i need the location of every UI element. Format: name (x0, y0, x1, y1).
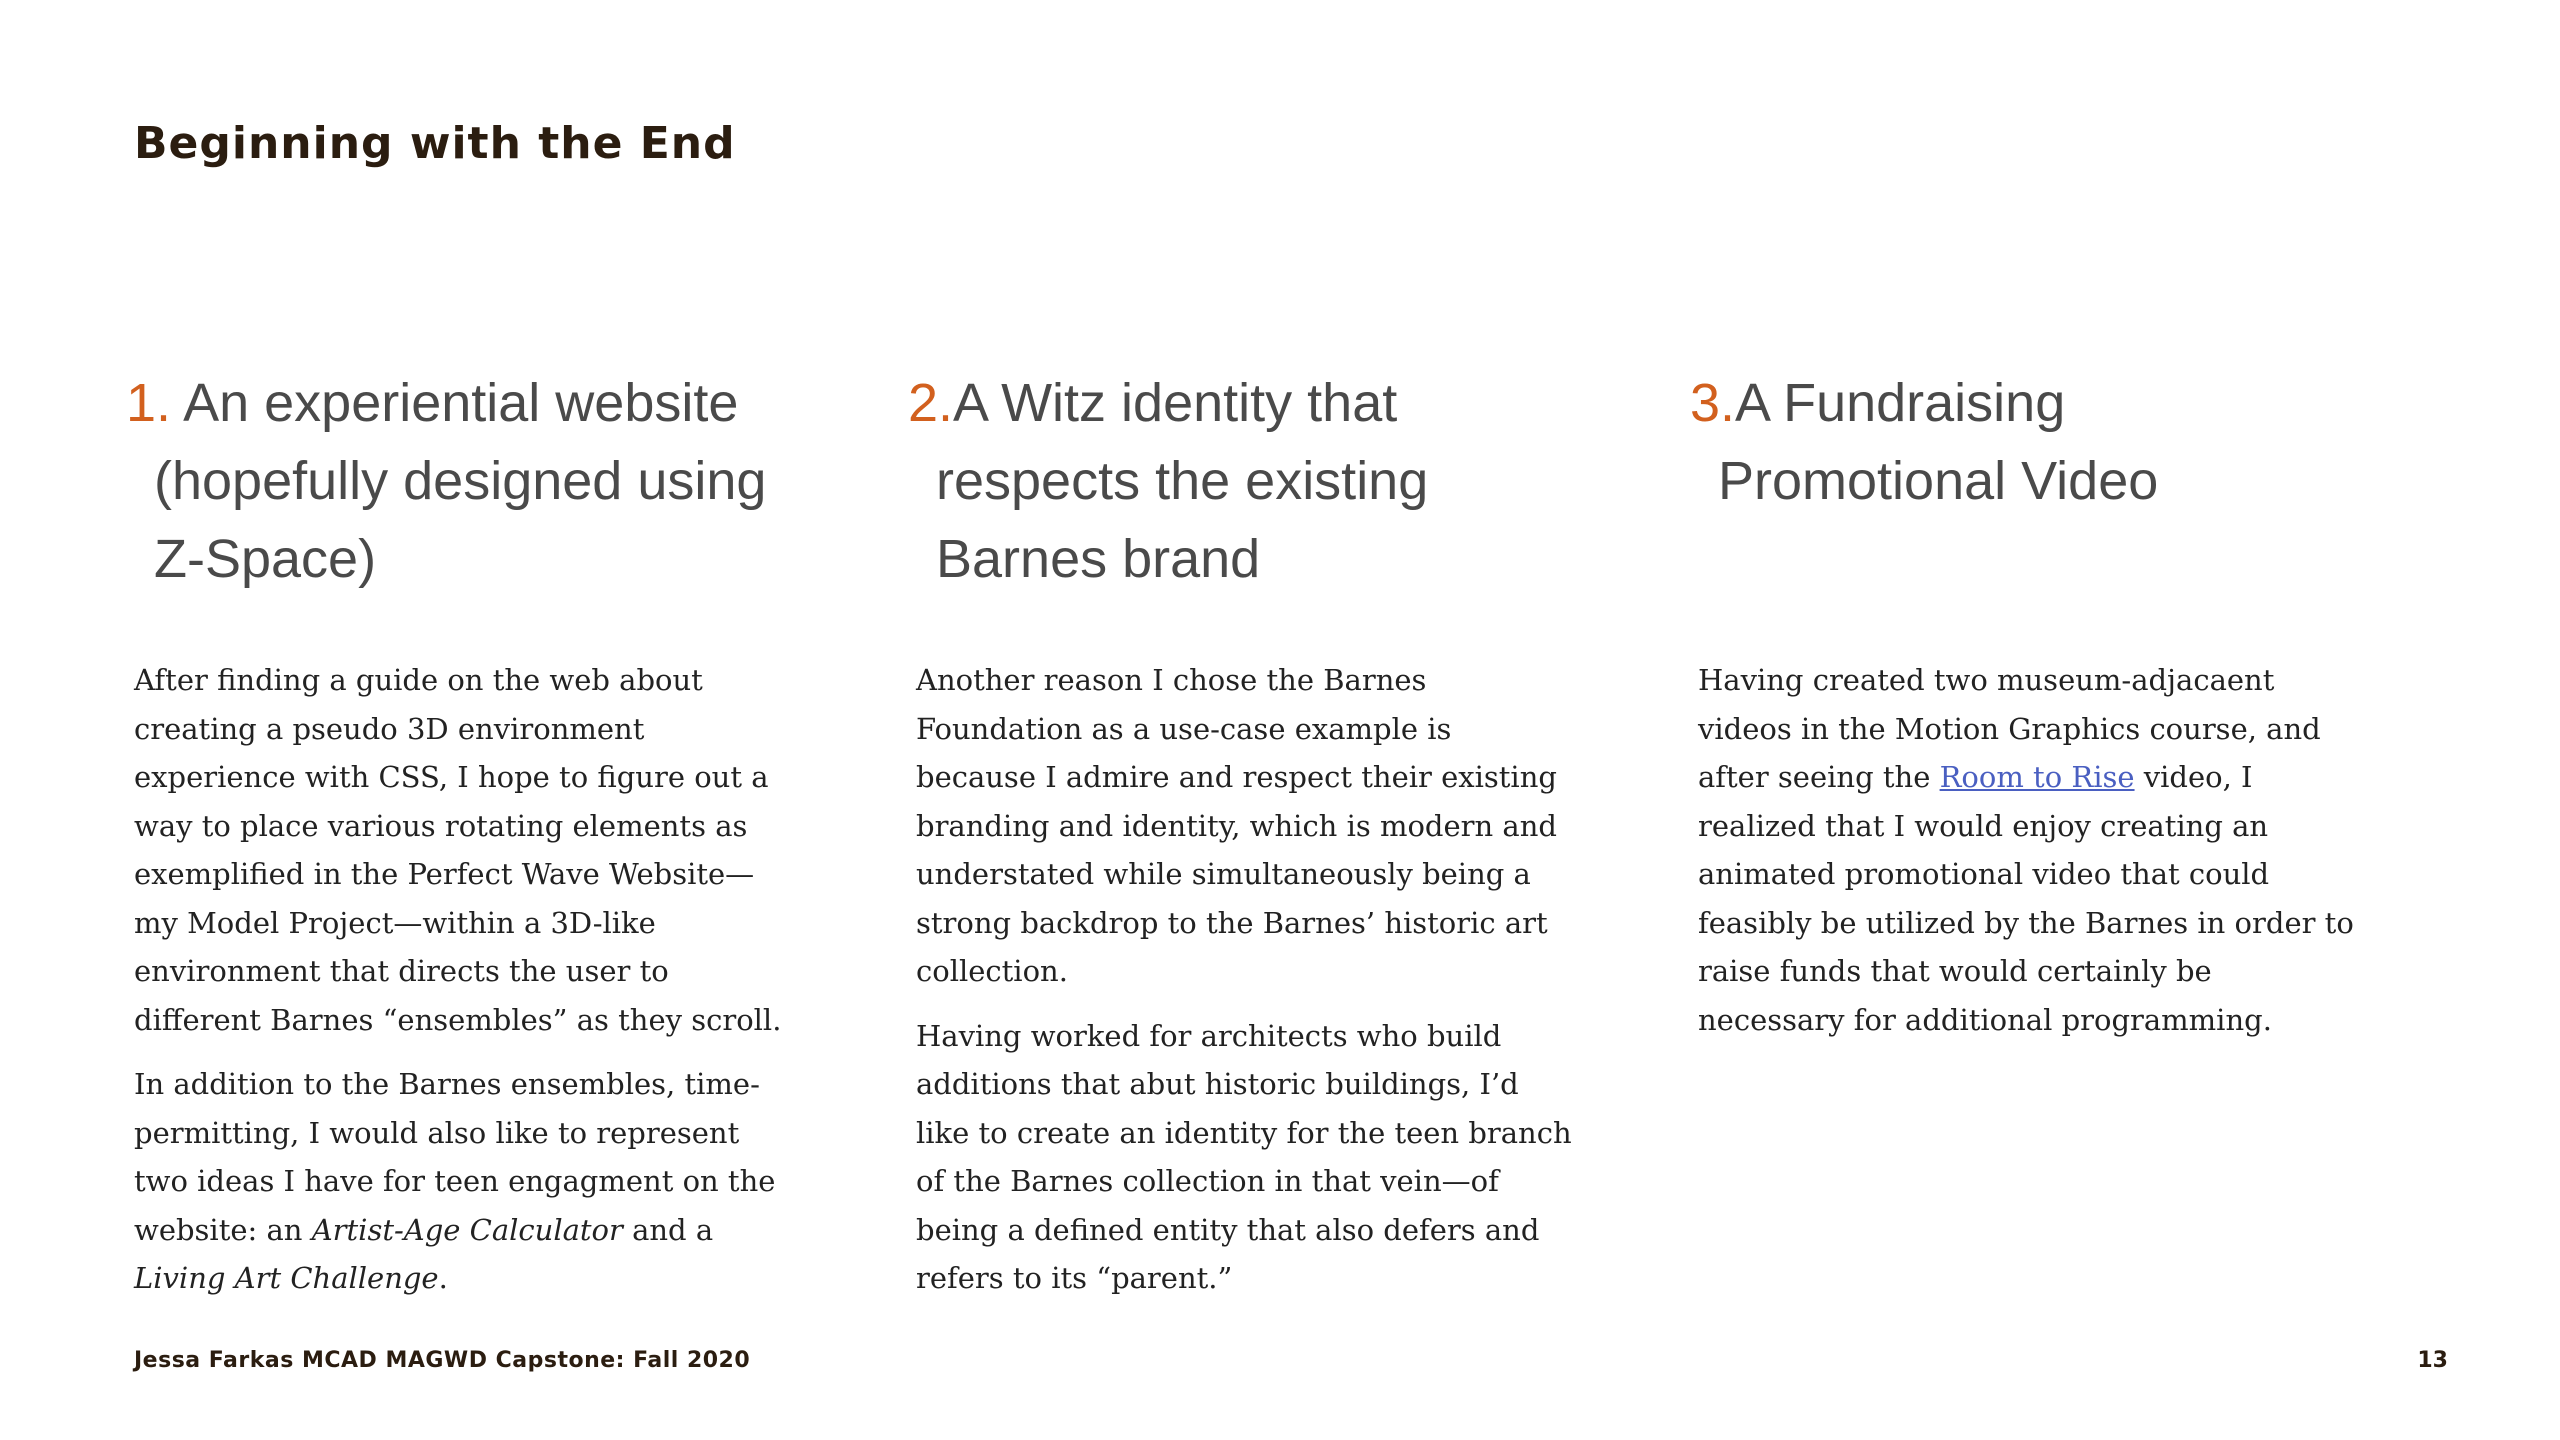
column-heading (126, 364, 826, 656)
column-body (1690, 656, 2358, 1044)
heading-line-2: (hopefully designed using (154, 451, 767, 511)
heading-line-3: Barnes brand (936, 529, 1261, 589)
body-paragraph (134, 1060, 794, 1303)
body-paragraph (1698, 656, 2358, 1044)
living-art-challenge-text: Living Art Challenge (134, 1261, 439, 1295)
heading-text: A Witz identity that (953, 373, 1398, 433)
paragraph-text: video, I realized that I would enjoy creating an animated promotional video that could feasibly be utilized by the Barnes in order to raise funds that would certainly be necessary for additional programming. (1698, 760, 2354, 1037)
heading-line-1 (1690, 364, 2390, 442)
column-experiential-website (126, 364, 826, 1319)
column-body (908, 656, 1576, 1303)
body-paragraph: Another reason I chose the Barnes Foundation as a use-case example is because I admire and respect their existing branding and identity, which is modern and understated while simultaneously being a strong backdrop to the Barnes’ historic art collection. (916, 663, 1557, 988)
body-paragraph: Having worked for architects who build additions that abut historic buildings, I’d like to create an identity for the teen branch of the Barnes collection in that vein—of being a defined entity that also defers and refers to its “parent.” (916, 1018, 1572, 1295)
heading-line-1 (126, 364, 826, 442)
room-to-rise-link[interactable]: Room to Rise (1939, 760, 2135, 794)
body-paragraph: After finding a guide on the web about creating a pseudo 3D environment experience with CSS, I hope to figure out a way to place various rotating elements as exemplified in the Perfect Wave Website—my Model Project—within a 3D-like environment that directs the user to different Barnes “ensembles” as they scroll. (134, 663, 782, 1037)
heading-line-2: Promotional Video (1718, 451, 2159, 511)
paragraph-text: and a (622, 1212, 714, 1247)
item-number: 1. (126, 373, 172, 433)
page-title: Beginning with the End (134, 118, 736, 169)
heading-line-1 (908, 364, 1608, 442)
artist-age-calculator-text: Artist-Age Calculator (311, 1212, 623, 1247)
column-body (126, 656, 794, 1303)
page-number: 13 (2417, 1348, 2448, 1373)
footer-credit: Jessa Farkas MCAD MAGWD Capstone: Fall 2020 (134, 1348, 751, 1373)
item-number: 3. (1690, 373, 1736, 433)
item-number: 2. (908, 373, 954, 433)
paragraph-text: Having created two museum-adjacaent videos in the Motion Graphics course, and after seeing the (1698, 663, 2321, 794)
column-heading (908, 364, 1608, 656)
heading-line-2: respects the existing (936, 451, 1429, 511)
heading-line-3: Z-Space) (154, 529, 377, 589)
column-heading (1690, 364, 2390, 656)
column-witz-identity (908, 364, 1608, 1319)
column-fundraising-video (1690, 364, 2390, 1060)
paragraph-text: . (438, 1261, 448, 1295)
paragraph-text: In addition to the Barnes ensembles, time-permitting, I would also like to represent two ideas I have for teen engagment on the website: an (134, 1067, 776, 1247)
heading-text: An experiential website (183, 373, 739, 433)
heading-text: A Fundraising (1735, 373, 2066, 433)
